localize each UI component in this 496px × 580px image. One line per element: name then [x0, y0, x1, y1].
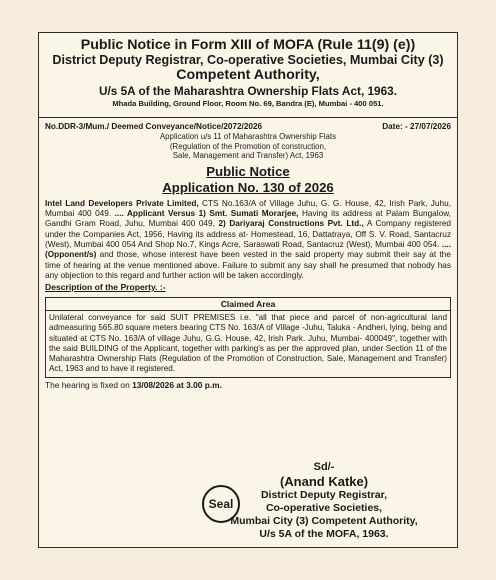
notice-header	[39, 33, 457, 118]
authority-line: District Deputy Registrar, Co-operative Societies, Mumbai City (3)	[52, 53, 444, 67]
paragraph-text: and those, whose interest have been vested in the said property may submit their say at the time of hearing at the venue mentioned above. Failure to submit any say shall he presumed that nobody has any objection to this regard and further action will be taken accordingly.	[45, 250, 451, 280]
paragraph-text: Having its address at Palam Bungalow, Gandhi Gram Road, Juhu, Mumbai 400 049,	[45, 209, 451, 229]
applicant-name: Intel Land Developers Private Limited,	[45, 198, 199, 208]
hearing-prefix: The hearing is fixed on	[45, 379, 133, 390]
designation-line: U/s 5A of the MOFA, 1963.	[259, 528, 389, 540]
claimed-area-title: Claimed Area	[46, 298, 450, 311]
act-subtitle	[45, 132, 451, 161]
authority-line-2: Competent Authority,	[176, 67, 320, 83]
subtitle-line: Sale, Management and Transfer) Act, 1963	[172, 151, 324, 161]
paragraph-text: CTS No.163/A of Village Juhu, G. G. House, 42, Irish Park, Juhu, Mumbai 400 049.	[45, 198, 451, 219]
application-number: Application No. 130 of 2026	[162, 179, 334, 195]
claimed-area-text: Unilateral conveyance for said SUIT PREMISES i.e. "all that piece and parcel of non-agricultural land admeasuring 565.80 square meters bearing CTS No. 163/A of Village -Juhu, Taluka - Andheri, lying, being and situated at CTS No. 163/A of village Juhu, G.G. House, 42, Irish Park. Juhu, Mumbai- 400049", together with the said BUILDING of the Applicant, together with parking's as per the approved plan, under Section 11 of the Maharashtra Ownership Flats (Regulation of the Promotion of Construction, Sale, Management and Transfer) Act, 1963 and to have it registered.	[49, 313, 447, 374]
property-description-heading: Description of the Property. :-	[45, 282, 166, 293]
designation-line: Mumbai City (3) Competent Authority,	[230, 515, 418, 527]
notice-date: Date: - 27/07/2026	[382, 122, 451, 131]
seal-label: Seal	[208, 497, 234, 511]
opponents-tag: ....(Opponent/s)	[45, 239, 451, 260]
paragraph-text: A Company registered under the Companies Act, 1956, Having its address at- Homestead, 16, Dattatraya, Off S. V. Road, Santacruz (West), Mumbai 400 054 And Shop No.7, Kings Acre, Saraswati Road, Santacruz (West), Mumbai 400 054.	[45, 219, 452, 249]
opponent-2-name: 2) Dariyaraj Constructions Pvt. Ltd.,	[218, 219, 364, 229]
signature-block	[39, 461, 457, 545]
subtitle-line: Application u/s 11 of Maharashtra Ownership Flats	[159, 132, 337, 141]
sd-mark: Sd/-	[313, 461, 335, 473]
parties-paragraph	[45, 199, 451, 281]
reference-row	[45, 121, 451, 132]
office-address: Mhada Building, Ground Floor, Room No. 69, Bandra (E), Mumbai - 400 051.	[112, 99, 384, 108]
signatory	[189, 461, 459, 541]
public-notice-heading: Public Notice	[206, 163, 290, 179]
subtitle-line: (Regulation of the Promotion of construction,	[169, 141, 327, 151]
claimed-area-box	[45, 297, 451, 378]
notice-body	[39, 118, 457, 391]
public-notice	[38, 32, 458, 548]
applicant-versus: .... Applicant Versus 1) Smt. Sumati Morarjee,	[114, 209, 299, 219]
reference-number: No.DDR-3/Mum./ Deemed Conveyance/Notice/2072/2026	[45, 122, 263, 131]
hearing-line	[45, 380, 451, 391]
designation-line: District Deputy Registrar,	[260, 489, 388, 501]
notice-form-title: Public Notice in Form XIII of MOFA (Rule 11(9) (e))	[80, 37, 416, 53]
designation-line: Co-operative Societies,	[265, 502, 383, 514]
act-section: U/s 5A of the Maharashtra Ownership Flats Act, 1963.	[98, 84, 398, 98]
hearing-datetime: 13/08/2026 at 3.00 p.m.	[132, 379, 222, 390]
signatory-name: (Anand Katke)	[279, 474, 369, 489]
